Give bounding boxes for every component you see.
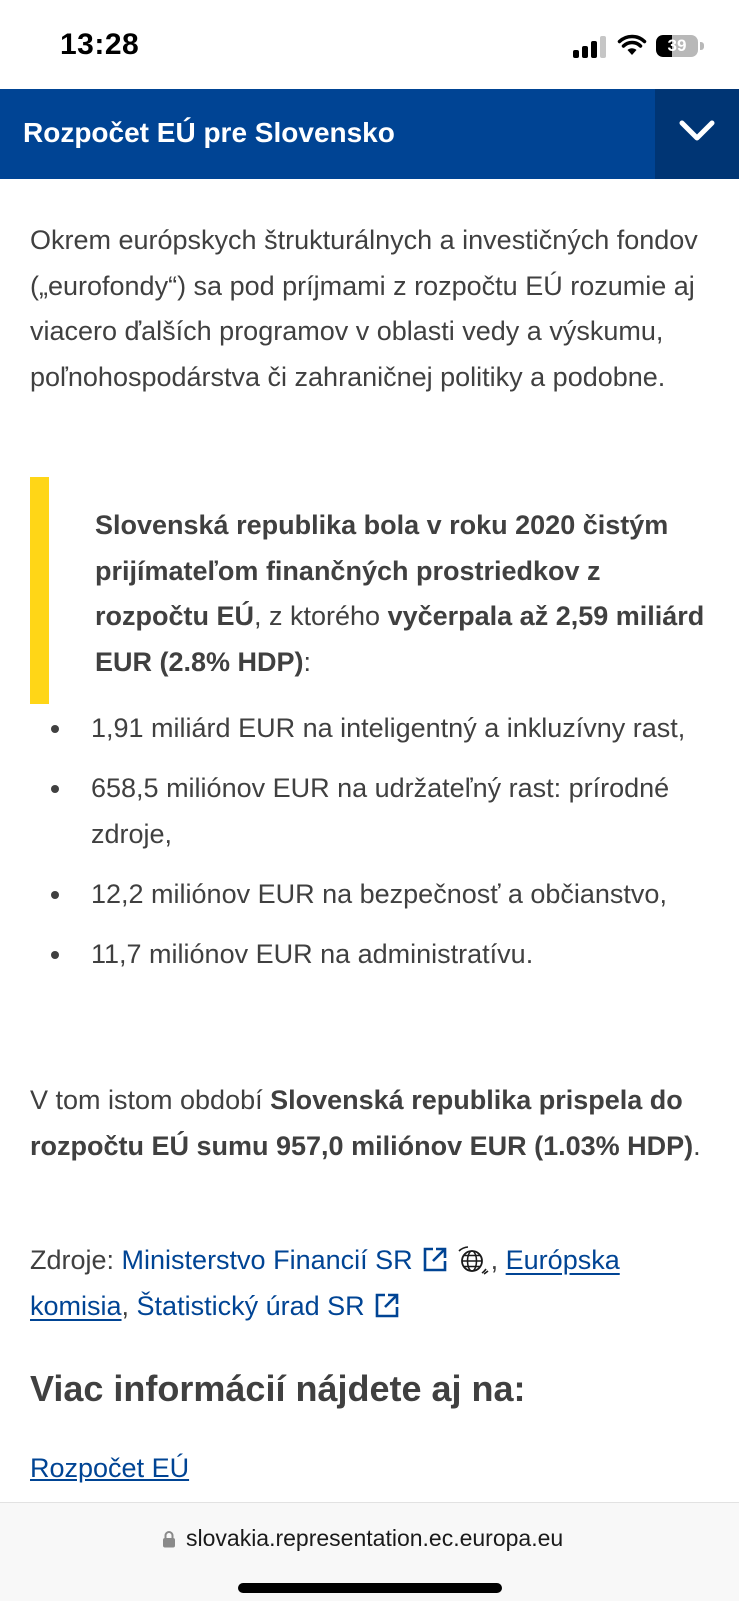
status-time: 13:28 [60,28,140,61]
source-link-statisticky-urad[interactable] [137,1291,401,1321]
sources-separator: , [490,1245,506,1275]
battery-tip [700,42,704,50]
status-bar [0,0,739,89]
external-link-icon [373,1291,401,1319]
source-link-label: Ministerstvo Financií SR [121,1245,413,1275]
contribution-paragraph [30,1078,710,1169]
list-item: 658,5 miliónov EUR na udržateľný rast: prírodné zdroje, [30,766,720,857]
contribution-text-1: V tom istom období [30,1085,271,1115]
site-header [0,89,739,179]
more-info-heading: Viac informácií nájdete aj na: [30,1368,526,1409]
header-title[interactable]: Rozpočet EÚ pre Slovensko [23,117,395,148]
wifi-icon [617,33,647,57]
contribution-text-2: . [693,1130,701,1161]
contribution-bold: Slovenská republika prispela do rozpočtu EÚ sumu 957,0 miliónov EUR (1.03% HDP) [30,1085,694,1161]
expand-menu-button[interactable] [655,89,739,179]
sources-paragraph [30,1238,720,1329]
highlight-box [30,477,710,704]
main-content [30,218,710,1483]
highlight-bold-2: vyčerpala až 2,59 miliárd EUR (2.8% HDP) [95,601,705,677]
highlight-text-2: : [303,646,312,677]
more-info-link[interactable]: Rozpočet EÚ [30,1453,190,1483]
browser-url-bar[interactable] [0,1502,739,1601]
battery-percent: 39 [667,36,687,55]
budget-breakdown-list [30,706,720,992]
globe-icon [455,1245,491,1275]
highlight-bold-1: Slovenská republika bola v roku 2020 čistým prijímateľom finančných prostriedkov z rozpočtu EÚ [95,510,669,631]
highlight-accent-bar [30,477,49,704]
sources-label: Zdroje: [30,1245,122,1275]
url-text[interactable]: slovakia.representation.ec.europa.eu [186,1525,564,1551]
external-link-icon [421,1245,449,1273]
source-link-label: Štatistický úrad SR [136,1290,365,1321]
list-item: 1,91 miliárd EUR na inteligentný a inkluzívny rast, [30,706,720,752]
cellular-signal-icon [573,34,607,58]
source-link-europska-komisia[interactable]: Európska komisia [30,1245,620,1321]
list-item: 11,7 miliónov EUR na administratívu. [30,932,720,978]
lock-icon [162,1530,176,1548]
home-indicator[interactable] [238,1583,502,1593]
sources-separator: , [121,1290,137,1321]
highlight-text-1: , z ktorého [254,601,388,631]
list-item: 12,2 miliónov EUR na bezpečnosť a občianstvo, [30,872,720,918]
source-link-ministerstvo-financii[interactable] [122,1245,449,1275]
battery-icon [656,35,698,57]
highlight-text [95,503,715,685]
intro-paragraph: Okrem európskych štrukturálnych a investičných fondov („eurofondy“) sa pod príjmami z rozpočtu EÚ rozumie aj viacero ďalších programov v oblasti vedy a výskumu, poľnohospodárstva či zahraničnej politiky a podobne. [30,225,698,392]
chevron-down-icon [678,116,716,146]
